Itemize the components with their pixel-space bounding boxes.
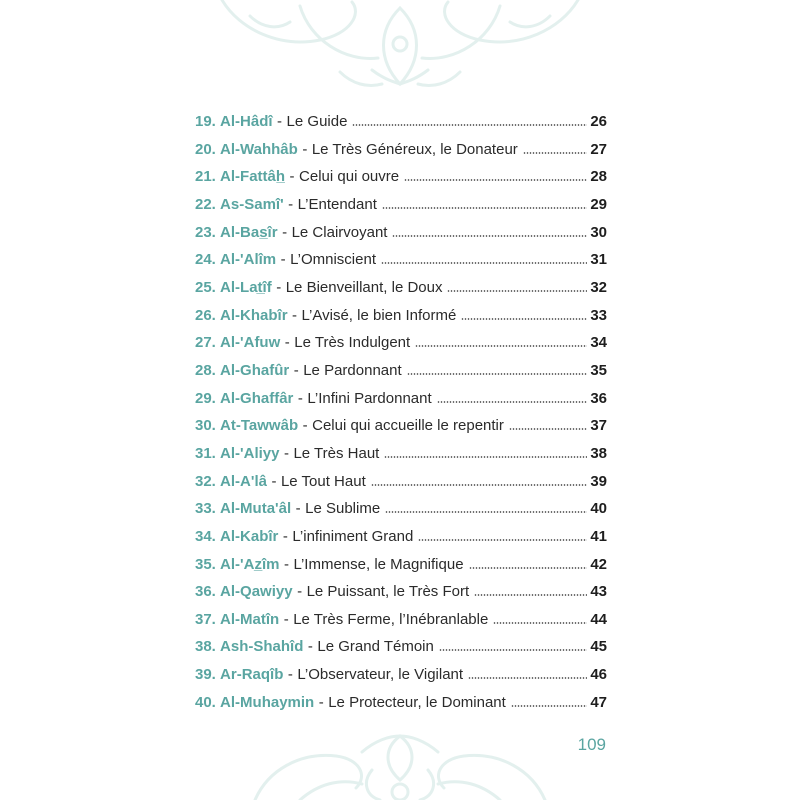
entry-separator: -: [283, 444, 289, 462]
entry-page-number: 31: [590, 251, 607, 269]
entry-separator: -: [307, 638, 313, 656]
entry-separator: -: [289, 168, 295, 186]
leader-dots: [392, 235, 587, 237]
leader-dots: [468, 677, 587, 679]
entry-description: Le Très Indulgent: [294, 334, 411, 352]
entry-number: 21.: [195, 168, 216, 186]
entry-description: Le Puissant, le Très Fort: [306, 583, 470, 601]
entry-title: Al-'Aliyy: [220, 444, 280, 462]
entry-name: [195, 689, 314, 717]
toc-entry: [195, 468, 607, 496]
entry-description: Le Tout Haut: [280, 472, 366, 490]
toc-entry: [195, 495, 607, 523]
entry-title: Ar-Raqîb: [220, 666, 284, 684]
entry-separator: -: [280, 251, 286, 269]
entry-separator: -: [287, 666, 293, 684]
entry-separator: -: [283, 610, 289, 628]
leader-dots: [352, 124, 587, 126]
leader-dots: [511, 705, 587, 707]
entry-separator: -: [297, 583, 303, 601]
entry-name: [195, 246, 276, 274]
toc-entry: [195, 136, 607, 164]
leader-dots: [474, 594, 587, 596]
toc-entry: [195, 108, 607, 136]
entry-number: 27.: [195, 334, 216, 352]
entry-name: [195, 302, 288, 330]
entry-title: Al-Lat̲îf: [220, 278, 272, 296]
leader-dots: [404, 179, 587, 181]
entry-page-number: 28: [590, 168, 607, 186]
entry-title: Al-Khabîr: [220, 306, 288, 324]
entry-separator: -: [302, 140, 308, 158]
entry-number: 35.: [195, 555, 216, 573]
entry-description: Le Clairvoyant: [291, 223, 388, 241]
entry-name: [195, 633, 303, 661]
leader-dots: [385, 511, 587, 513]
entry-name: [195, 495, 291, 523]
entry-description: Le Très Haut: [293, 444, 380, 462]
entry-page-number: 41: [590, 527, 607, 545]
toc-entry: [195, 163, 607, 191]
entry-separator: -: [292, 306, 298, 324]
entry-separator: -: [276, 278, 282, 296]
entry-title: Al-Ghafûr: [220, 361, 290, 379]
toc-entry: [195, 551, 607, 579]
entry-number: 32.: [195, 472, 216, 490]
entry-name: [195, 551, 279, 579]
leader-dots: [439, 649, 587, 651]
entry-page-number: 35: [590, 361, 607, 379]
entry-description: L’Observateur, le Vigilant: [297, 666, 464, 684]
entry-separator: -: [284, 334, 290, 352]
entry-title: Al-Bas̲îr: [220, 223, 278, 241]
entry-page-number: 46: [590, 666, 607, 684]
entry-separator: -: [293, 361, 299, 379]
entry-separator: -: [297, 389, 303, 407]
entry-number: 28.: [195, 361, 216, 379]
entry-description: Le Pardonnant: [303, 361, 402, 379]
toc-entry: [195, 661, 607, 689]
entry-name: [195, 136, 298, 164]
entry-name: [195, 191, 284, 219]
entry-description: Le Très Ferme, l’Inébranlable: [293, 610, 489, 628]
entry-separator: -: [282, 223, 288, 241]
entry-name: [195, 523, 278, 551]
entry-description: L’Entendant: [297, 195, 377, 213]
entry-separator: -: [283, 555, 289, 573]
entry-name: [195, 412, 298, 440]
entry-description: Le Guide: [286, 113, 348, 130]
toc-entry: [195, 633, 607, 661]
ornament-top: [0, 0, 800, 95]
entry-number: 40.: [195, 693, 216, 711]
toc-entry: [195, 302, 607, 330]
entry-name: [195, 468, 267, 496]
entry-title: Al-'Alîm: [220, 251, 277, 269]
entry-number: 36.: [195, 583, 216, 601]
entry-page-number: 36: [590, 389, 607, 407]
entry-name: [195, 108, 273, 136]
entry-description: Celui qui ouvre: [299, 168, 400, 186]
entry-title: As-Samî': [220, 195, 284, 213]
entry-separator: -: [295, 500, 301, 518]
entry-title: Al-'Afuw: [220, 334, 281, 352]
entry-name: [195, 440, 279, 468]
entry-number: 34.: [195, 527, 216, 545]
entry-title: Al-Ghaffâr: [220, 389, 294, 407]
entry-number: 24.: [195, 251, 216, 269]
toc-entry: [195, 329, 607, 357]
entry-name: [195, 219, 278, 247]
entry-number: 29.: [195, 389, 216, 407]
toc-entry: [195, 689, 607, 717]
toc-entry: [195, 606, 607, 634]
entry-page-number: 40: [590, 500, 607, 518]
entry-number: 30.: [195, 417, 216, 435]
entry-description: L’Immense, le Magnifique: [293, 555, 464, 573]
entry-description: Le Sublime: [305, 500, 381, 518]
entry-page-number: 39: [590, 472, 607, 490]
entry-title: Al-Fattâh̲: [220, 168, 286, 186]
entry-number: 23.: [195, 223, 216, 241]
entry-number: 39.: [195, 666, 216, 684]
entry-separator: -: [302, 417, 308, 435]
entry-separator: -: [271, 472, 277, 490]
entry-title: Ash-Shahîd: [220, 638, 304, 656]
entry-page-number: 43: [590, 583, 607, 601]
leader-dots: [407, 373, 587, 375]
toc-entry: [195, 578, 607, 606]
entry-number: 26.: [195, 306, 216, 324]
leader-dots: [469, 567, 587, 569]
toc-entry: [195, 357, 607, 385]
entry-title: At-Tawwâb: [220, 417, 299, 435]
leader-dots: [384, 456, 587, 458]
entry-description: Le Protecteur, le Dominant: [328, 693, 506, 711]
entry-name: [195, 606, 279, 634]
entry-name: [195, 329, 280, 357]
toc-entry: [195, 385, 607, 413]
leader-dots: [381, 262, 587, 264]
entry-title: Al-Wahhâb: [220, 140, 298, 158]
entry-name: [195, 274, 272, 302]
entry-name: [195, 163, 285, 191]
entry-title: Al-Matîn: [220, 610, 280, 628]
entry-separator: -: [277, 113, 283, 130]
entry-separator: -: [318, 693, 324, 711]
entry-description: L’Avisé, le bien Informé: [301, 306, 457, 324]
leader-dots: [437, 401, 587, 403]
entry-title: Al-'Az̲îm: [220, 555, 280, 573]
entry-page-number: 47: [590, 693, 607, 711]
entry-number: 31.: [195, 444, 216, 462]
entry-description: Le Bienveillant, le Doux: [285, 278, 443, 296]
entry-number: 20.: [195, 140, 216, 158]
entry-page-number: 30: [590, 223, 607, 241]
toc-entry: [195, 219, 607, 247]
entry-page-number: 38: [590, 444, 607, 462]
entry-page-number: 42: [590, 555, 607, 573]
entry-name: [195, 661, 283, 689]
toc-list: [195, 108, 607, 716]
ornament-bottom: [0, 730, 800, 800]
entry-page-number: 26: [590, 113, 607, 130]
entry-page-number: 37: [590, 417, 607, 435]
entry-description: Le Très Généreux, le Donateur: [311, 140, 518, 158]
entry-name: [195, 357, 289, 385]
entry-title: Al-Qawiyy: [220, 583, 293, 601]
entry-title: Al-Muhaymin: [220, 693, 315, 711]
entry-separator: -: [282, 527, 288, 545]
entry-page-number: 29: [590, 195, 607, 213]
entry-title: Al-Muta'âl: [220, 500, 292, 518]
entry-number: 38.: [195, 638, 216, 656]
entry-number: 22.: [195, 195, 216, 213]
leader-dots: [418, 539, 587, 541]
entry-description: L’infiniment Grand: [292, 527, 414, 545]
entry-number: 25.: [195, 278, 216, 296]
entry-page-number: 45: [590, 638, 607, 656]
toc-entry: [195, 412, 607, 440]
entry-title: Al-Hâdî: [220, 113, 273, 130]
leader-dots: [509, 428, 587, 430]
leader-dots: [415, 345, 587, 347]
entry-number: 33.: [195, 500, 216, 518]
entry-page-number: 34: [590, 334, 607, 352]
entry-description: L’Infini Pardonnant: [307, 389, 432, 407]
entry-title: Al-Kabîr: [220, 527, 279, 545]
entry-description: L’Omniscient: [290, 251, 376, 269]
leader-dots: [382, 207, 587, 209]
toc-entry: [195, 440, 607, 468]
toc-entry: [195, 246, 607, 274]
entry-page-number: 44: [590, 610, 607, 628]
entry-description: Celui qui accueille le repentir: [312, 417, 504, 435]
page-number: 109: [577, 735, 606, 754]
entry-number: 37.: [195, 610, 216, 628]
toc-entry: [195, 274, 607, 302]
entry-name: [195, 578, 293, 606]
entry-number: 19.: [195, 113, 216, 130]
entry-page-number: 27: [590, 140, 607, 158]
entry-description: Le Grand Témoin: [317, 638, 434, 656]
leader-dots: [493, 622, 587, 624]
entry-title: Al-A'lâ: [220, 472, 267, 490]
leader-dots: [461, 318, 587, 320]
entry-page-number: 32: [590, 278, 607, 296]
entry-page-number: 33: [590, 306, 607, 324]
entry-name: [195, 385, 293, 413]
toc-entry: [195, 191, 607, 219]
entry-separator: -: [288, 195, 294, 213]
leader-dots: [447, 290, 587, 292]
leader-dots: [523, 152, 587, 154]
toc-entry: [195, 523, 607, 551]
leader-dots: [371, 484, 587, 486]
